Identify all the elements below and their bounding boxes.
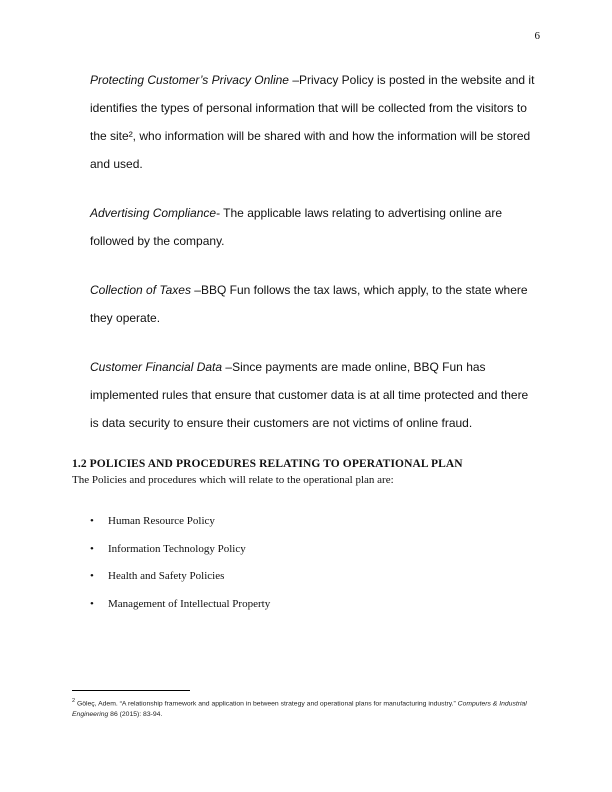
- paragraph-taxes: [90, 276, 540, 332]
- list-item: [90, 536, 540, 564]
- list-item-label: Information Technology Policy: [108, 542, 246, 555]
- list-item: [90, 591, 540, 619]
- paragraph-financial-data: [90, 353, 540, 437]
- footnote-journal-title: Computers & Industrial Engineering: [72, 700, 527, 718]
- list-item: [90, 508, 540, 536]
- bullet-icon: •: [90, 542, 94, 555]
- section-heading: 1.2 POLICIES AND PROCEDURES RELATING TO OPERATIONAL PLAN: [72, 458, 463, 470]
- paragraph-privacy-lead: Protecting Customer’s Privacy Online: [90, 73, 293, 87]
- policy-bullet-list: [90, 508, 540, 618]
- paragraph-advertising-lead: Advertising Compliance: [90, 206, 217, 220]
- bullet-icon: •: [90, 597, 94, 610]
- list-item-label: Human Resource Policy: [108, 515, 215, 527]
- paragraph-advertising-text: - The applicable laws relating to advertising online are followed by the company.: [90, 206, 503, 248]
- paragraph-taxes-lead: Collection of Taxes: [90, 283, 195, 297]
- page-number: 6: [534, 30, 540, 42]
- bullet-icon: •: [90, 515, 94, 527]
- paragraph-privacy-text: –Privacy Policy is posted in the website and it identifies the types of personal information that will be collected from the visitors to the site², who information will be shared with and how the information will be stored and used.: [90, 73, 535, 171]
- list-item-label: Management of Intellectual Property: [108, 597, 271, 610]
- footnote-citation-end: 86 (2015): 83-94.: [108, 710, 163, 718]
- footnote-marker: 2: [72, 698, 76, 704]
- footnote: [72, 696, 540, 720]
- footnote-separator: [72, 690, 190, 691]
- footnote-citation: Göleç, Adem. “A relationship framework and application in between strategy and operational plans for manufacturing industry.”: [75, 700, 458, 708]
- footnote-area: [72, 690, 540, 720]
- section-intro: The Policies and procedures which will relate to the operational plan are:: [72, 474, 394, 486]
- paragraph-taxes-text: –BBQ Fun follows the tax laws, which apply, to the state where they operate.: [90, 283, 528, 325]
- list-item: [90, 563, 540, 591]
- paragraph-privacy: [90, 66, 540, 178]
- bullet-icon: •: [90, 570, 94, 582]
- list-item-label: Health and Safety Policies: [108, 570, 225, 582]
- paragraph-financial-data-lead: Customer Financial Data: [90, 360, 226, 374]
- paragraph-financial-data-text: –Since payments are made online, BBQ Fun has implemented rules that ensure that customer data is at all time protected and there is data security to ensure their customers are not victims of online fraud.: [90, 360, 529, 430]
- paragraph-advertising: [90, 199, 540, 255]
